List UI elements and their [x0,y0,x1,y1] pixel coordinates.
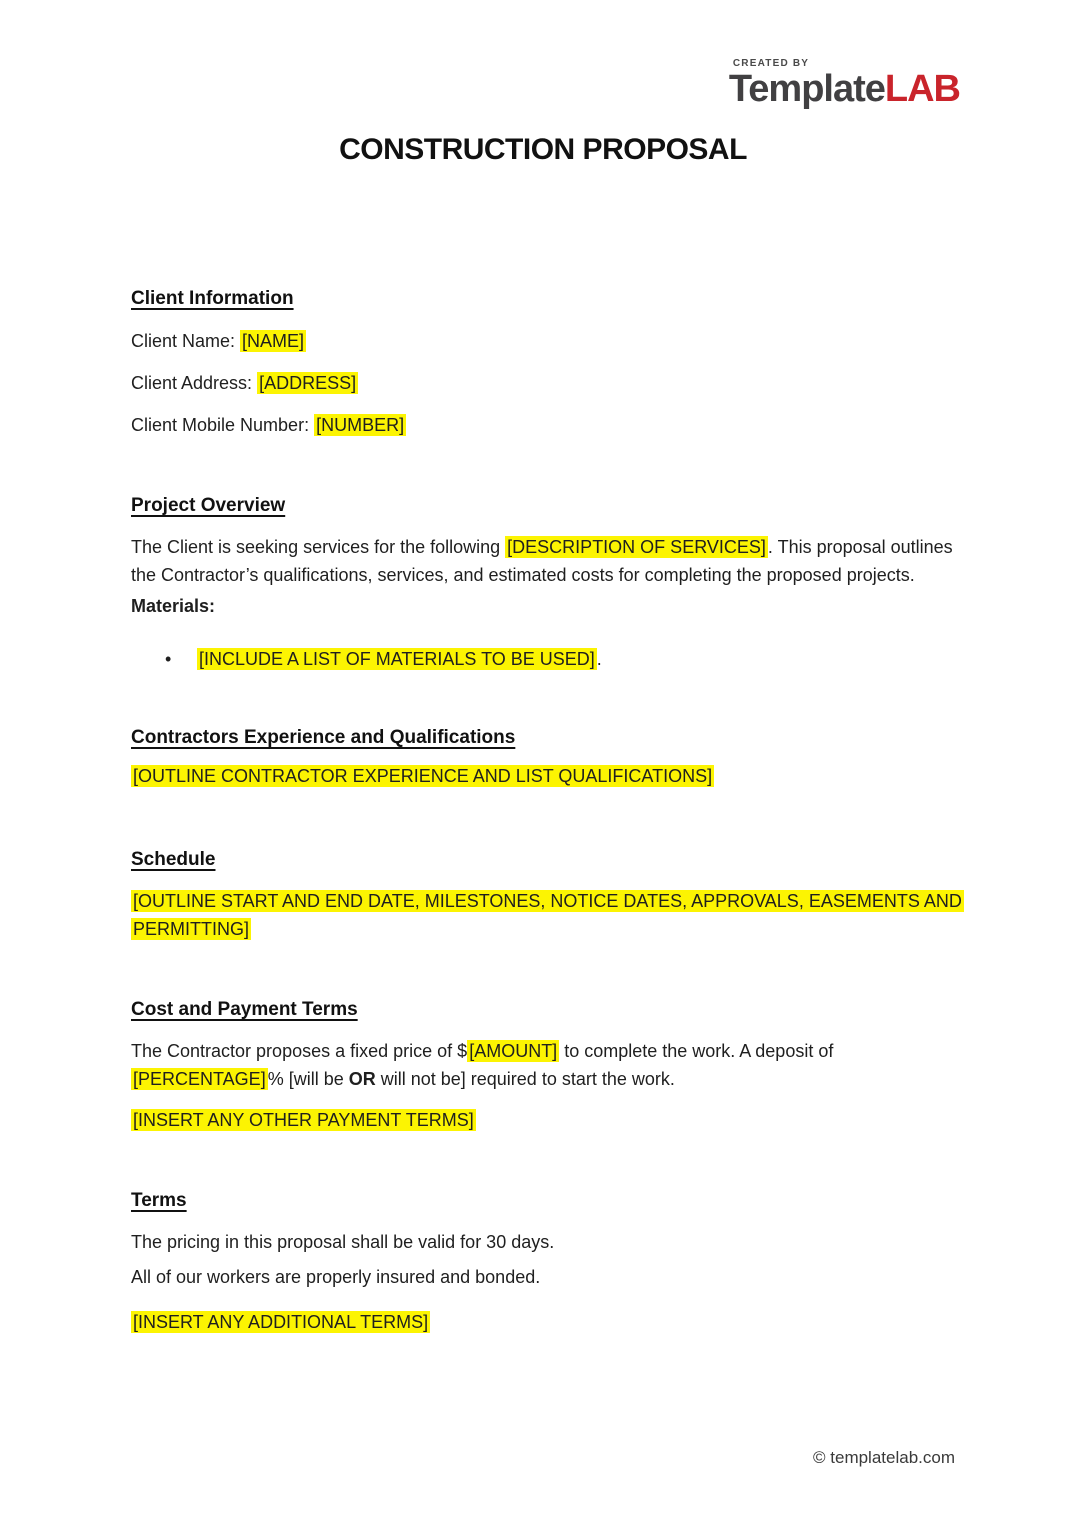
cost-text: will not be] required to start the work. [375,1069,675,1089]
placeholder-other-payment-terms: [INSERT ANY OTHER PAYMENT TERMS] [133,1110,474,1130]
field-label: Client Address: [131,373,258,393]
cost-or-text: OR [348,1069,376,1089]
heading-terms: Terms [131,1190,187,1211]
field-client-mobile [131,412,981,438]
placeholder-schedule: [OUTLINE START AND END DATE, MILESTONES, NOTICE DATES, APPROVALS, EASEMENTS AND PERMITTING] [133,891,962,939]
cost-text: The Contractor proposes a fixed price of $ [131,1041,468,1061]
field-client-name [131,328,981,354]
terms-insured-line: All of our workers are properly insured and bonded. [131,1267,541,1287]
section-project-overview [131,493,981,672]
cost-paragraph [131,1037,981,1093]
heading-experience-qualifications: Contractors Experience and Qualifications [131,727,516,748]
materials-item-period: . [596,649,602,669]
page-title: CONSTRUCTION PROPOSAL [339,133,747,166]
placeholder-percentage: [PERCENTAGE] [133,1069,266,1089]
materials-item-text [197,646,602,672]
section-client-information [131,286,981,438]
heading-schedule: Schedule [131,849,216,870]
bullet-icon: • [165,649,172,669]
field-client-address [131,370,981,396]
templatelab-logo [729,58,960,108]
created-by-label: CREATED BY [732,58,810,69]
placeholder-address: [ADDRESS] [259,373,357,393]
placeholder-number: [NUMBER] [316,415,405,435]
wordmark-lab: LAB [884,68,960,110]
footer-copyright: © templatelab.com [813,1448,955,1467]
wordmark-template: Template [728,68,885,110]
materials-list-item [131,646,981,672]
payment-terms-placeholder-line [131,1106,981,1134]
section-terms [131,1188,981,1335]
overview-paragraph [131,533,981,589]
overview-text: . This proposal outlines the Contractor’s qualifications, services, and estimated costs for completing the proposed projects. [131,537,953,585]
heading-cost-payment-terms: Cost and Payment Terms [131,999,358,1020]
experience-placeholder-line [131,762,981,790]
materials-label: Materials: [131,596,216,616]
section-schedule [131,847,981,943]
placeholder-name: [NAME] [242,331,305,351]
placeholder-additional-terms: [INSERT ANY ADDITIONAL TERMS] [133,1312,429,1332]
placeholder-experience: [OUTLINE CONTRACTOR EXPERIENCE AND LIST QUALIFICATIONS] [133,766,713,786]
heading-project-overview: Project Overview [131,495,286,516]
terms-placeholder-line [131,1309,981,1335]
terms-pricing-line: The pricing in this proposal shall be valid for 30 days. [131,1232,555,1252]
templatelab-wordmark [729,70,960,108]
placeholder-materials-list: [INCLUDE A LIST OF MATERIALS TO BE USED] [199,649,595,669]
cost-text: % [will be [267,1069,349,1089]
field-label: Client Name: [131,331,241,351]
cost-text: to complete the work. A deposit of [559,1041,834,1061]
schedule-placeholder-line [131,887,981,943]
placeholder-description-of-services: [DESCRIPTION OF SERVICES] [507,537,766,557]
field-label: Client Mobile Number: [131,415,315,435]
section-experience-qualifications [131,725,981,790]
section-cost-payment-terms [131,997,981,1134]
heading-client-information: Client Information [131,288,294,309]
placeholder-amount: [AMOUNT] [469,1041,558,1061]
overview-text: The Client is seeking services for the following [131,537,506,557]
